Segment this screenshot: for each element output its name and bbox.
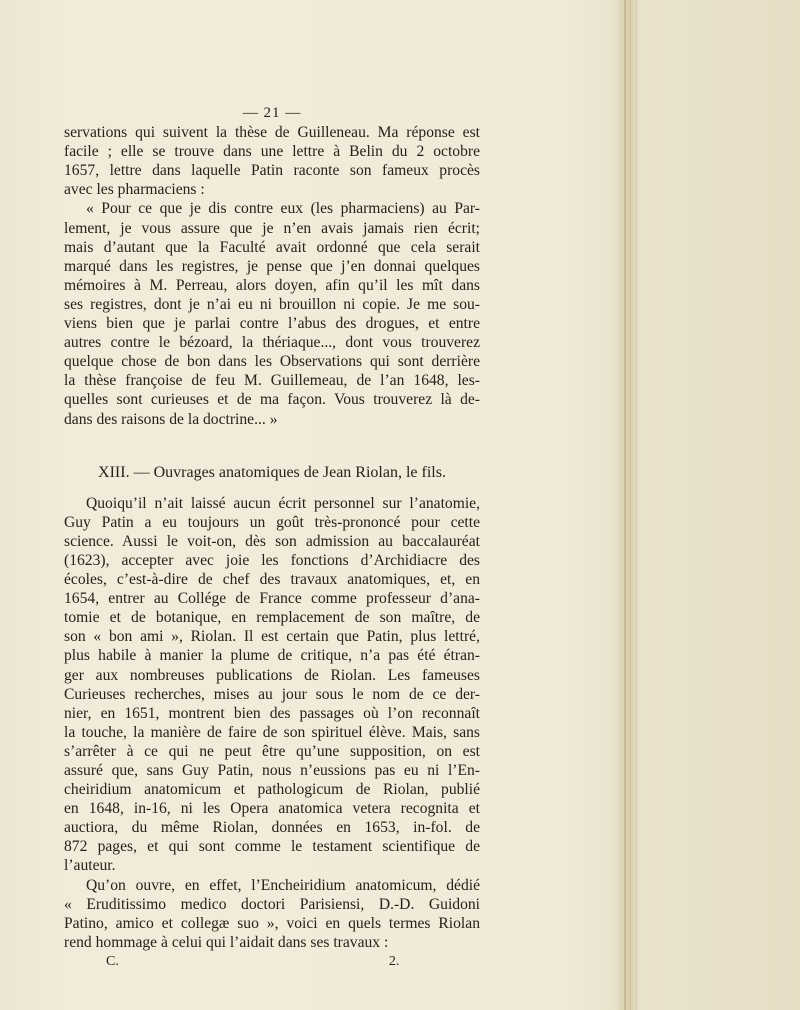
text-line: écoles, c’est-à-dire de chef des travaux anatomiques, et, en [64,571,480,589]
spacer [64,482,480,494]
text-line: ses registres, dont je n’ai eu ni brouillon ni copie. Je me sou- [64,295,480,313]
text-line: lement, je vous assure que je n’en avais jamais rien écrit; [64,219,480,237]
text-line: Patino, amico et collegæ suo », voici en quels termes Riolan [64,914,480,932]
text-line: son « bon ami », Riolan. Il est certain que Patin, plus lettré, [64,628,480,646]
text-line: marqué dans les registres, je pense que j’en donnai quelques [64,257,480,275]
signature-left: C. [106,953,119,969]
text-line: s’arrêter à ce qui ne peut être qu’une supposition, on est [64,742,480,760]
text-line: cheiridium anatomicum et pathologicum de Riolan, publié [64,781,480,799]
text-line: Quoiqu’il n’ait laissé aucun écrit personnel sur l’anatomie, [86,494,480,512]
text-line: la thèse françoise de feu M. Guillemeau, de l’an 1648, les- [64,372,480,390]
text-line: (1623), accepter avec joie les fonctions d’Archidiacre des [64,551,480,569]
text-line: rend hommage à celui qui l’aidait dans ses travaux : [64,933,389,951]
text-line: Qu’on ouvre, en effet, l’Encheiridium anatomicum, dédié [86,876,480,894]
text-line: science. Aussi le voit-on, dès son admission au baccalauréat [64,532,480,550]
paragraph-anatomy [64,494,480,876]
text-line: avec les pharmaciens : [64,181,205,199]
text-line: viens bien que je parlai contre l’abus des drogues, et entre [64,315,480,333]
text-line: tomie et de botanique, en remplacement de son maître, de [64,609,480,627]
paragraph-encheiridium [64,876,480,952]
text-line: « Pour ce que je dis contre eux (les pharmaciens) au Par- [86,200,480,218]
text-line: mais d’autant que la Faculté avait ordonné que cela serait [64,238,480,256]
text-line: quelque chose de bon dans les Observations qui sont derrière [64,353,480,371]
text-line: nier, en 1651, montrent bien des passages où l’on reconnaît [64,704,480,722]
text-line: mémoires à M. Perreau, alors doyen, afin qu’il les mît dans [64,276,480,294]
spacer [64,429,480,463]
page-edge-stack [618,0,800,1010]
section-heading: XIII. — Ouvrages anatomiques de Jean Riolan, le fils. [98,463,446,481]
page-edge-line [636,0,637,1010]
text-line: « Eruditissimo medico doctori Parisiensi, D.-D. Guidoni [64,895,480,913]
signature-right: 2. [388,953,400,969]
text-line: Guy Patin a eu toujours un goût très-prononcé pour cette [64,513,480,531]
text-line: la touche, la manière de faire de son spirituel élève. Mais, sans [64,723,480,741]
text-block [64,104,480,971]
page-edge-line [624,0,626,1010]
page-edge-line [630,0,631,1010]
text-line: en 1648, in-16, ni les Opera anatomica vetera recognita et [64,800,480,818]
text-line: Curieuses recherches, mises au jour sous le nom de ce der- [64,685,480,703]
text-line: l’auteur. [64,857,116,875]
text-line: facile ; elle se trouve dans une lettre à Belin du 2 octobre [64,143,480,161]
text-line: 1657, lettre dans laquelle Patin raconte son fameux procès [64,162,480,180]
text-line: dans des raisons de la doctrine... » [64,410,278,428]
text-line: 872 pages, et qui sont comme le testament scientifique de [64,838,480,856]
text-line: plus habile à manier la plume de critique, n’a pas été étran- [64,647,480,665]
text-line: assuré que, sans Guy Patin, nous n’eussions pas eu ni l’En- [64,762,480,779]
paragraph-opening [64,123,480,199]
page-number: — 21 — [242,105,302,121]
signature-mark [64,952,480,971]
text-line: autres contre le bézoard, la thériaque..., dont vous trouverez [64,334,480,352]
text-line: servations qui suivent la thèse de Guilleneau. Ma réponse est [64,124,480,142]
text-line: auctiora, du même Riolan, données en 1653, in-fol. de [64,819,480,837]
text-line: ger aux nombreuses publications de Riolan. Les fameuses [64,666,480,684]
text-line: 1654, entrer au Collége de France comme professeur d’ana- [64,590,480,608]
quotation [64,199,480,428]
text-line: quelles sont curieuses et de ma façon. Vous trouverez là de- [64,391,480,409]
